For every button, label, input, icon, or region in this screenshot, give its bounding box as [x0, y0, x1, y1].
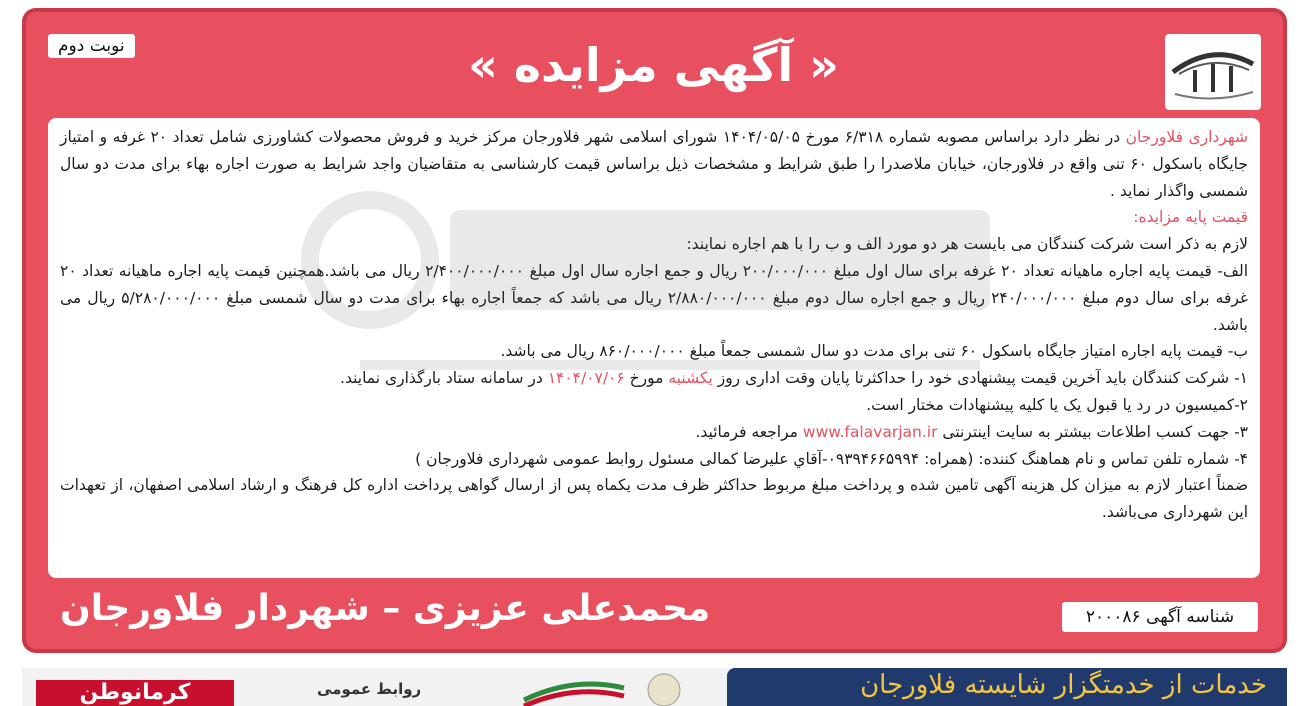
round-badge: نوبت دوم	[48, 34, 135, 58]
bottom-ad-strip	[22, 668, 1287, 706]
item-1-date: ۱۴۰۴/۰۷/۰۶	[547, 369, 625, 388]
public-relations-label: روابط عمومی	[317, 680, 422, 698]
item-1-day: یکشنبه	[668, 369, 713, 388]
note-text: لازم به ذکر است شرکت کنندگان می بایست هر دو مورد الف و ب را با هم اجاره نمایند:	[686, 235, 1248, 254]
ad-title: « آگهی مزایده »	[468, 38, 839, 92]
closing-text: ضمناً اعتبار لازم به میزان کل هزینه آگهی تامین شده و پرداخت مبلغ مربوط حداکثر ظرف مدت یکماه پس از ارسال گواهی پرداخت اداره کل فرهنگ و ارشاد اسلامی اصفهان، از تعهدات این شهرداری می‌باشد.	[60, 476, 1248, 522]
item-3	[60, 419, 1248, 446]
bridge-logo-icon	[1165, 34, 1261, 110]
item-3-after: مراجعه فرمائید.	[695, 422, 803, 441]
municipality-logo	[1165, 34, 1261, 110]
lead-highlight: شهرداری فلاورجان	[1125, 128, 1248, 146]
item-1	[60, 365, 1248, 392]
red-banner: کرمانوطن	[36, 680, 234, 706]
item-3-before: ۳- جهت کسب اطلاعات بیشتر به سایت اینترنتی	[937, 422, 1248, 441]
item-1-mid: مورخ	[624, 369, 669, 388]
blue-banner-text: خدمات از خدمتگزار شایسته فلاورجان	[860, 670, 1267, 700]
lead-paragraph	[60, 124, 1248, 204]
lead-text: در نظر دارد براساس مصوبه شماره ۶/۳۱۸ مورخ ۱۴۰۴/۰۵/۰۵ شورای اسلامی شهر فلاورجان مرکز خرید و فروش محصولات کشاورزی شامل تعداد ۲۰ غرفه و امتیاز جایگاه باسکول ۶۰ تنی واقع در فلاورجان، خیابان ملاصدرا را طبق شرایط و مشخصات ذیل براساس قیمت کارشناسی به متقاضیان واجد شرایط به صورت اجاره بهاء برای مدت دو سال شمسی واگذار نماید .	[60, 128, 1248, 200]
website-link[interactable]: www.falavarjan.ir	[802, 422, 938, 441]
flag-emblem-icon	[514, 670, 714, 706]
base-price-heading: قیمت پایه مزایده:	[1133, 208, 1248, 227]
item-alef: الف- قیمت پایه اجاره ماهیانه تعداد ۲۰ غرفه برای سال اول مبلغ ۲۰۰/۰۰۰/۰۰۰ ریال و جمع اجاره سال اول مبلغ ۲/۴۰۰/۰۰۰/۰۰۰ ریال می باشد.همچنین قیمت پایه اجاره ماهیانه تعداد ۲۰ غرفه برای سال دوم مبلغ ۲۴۰/۰۰۰/۰۰۰ ریال و جمع اجاره سال دوم مبلغ ۲/۸۸۰/۰۰۰/۰۰۰ ریال می باشد که جمعاً اجاره بهاء برای مدت دو سال شمسی مبلغ ۵/۲۸۰/۰۰۰/۰۰۰ ریال می باشد.	[60, 261, 1249, 334]
item-1-before: ۱- شرکت کنندگان باید آخرین قیمت پیشنهادی خود را حداکثرتا پایان وقت اداری روز	[712, 369, 1248, 388]
ad-id-box: شناسه آگهی ۲۰۰۰۸۶	[1062, 602, 1258, 632]
item-2: ۲-کمیسیون در رد یا قبول یک یا کلیه پیشنهادات مختار است.	[866, 395, 1248, 414]
mayor-signature: محمدعلی عزیزی – شهردار فلاورجان	[60, 588, 711, 629]
item-be: ب- قیمت پایه اجاره امتیاز جایگاه باسکول ۶۰ تنی برای مدت دو سال شمسی جمعاً مبلغ ۸۶۰/۰۰۰/۰۰۰ ریال می باشد.	[500, 342, 1248, 361]
item-4: ۴- شماره تلفن تماس و نام هماهنگ کننده: (همراه: ۰۹۳۹۴۶۶۵۹۹۴-آقاي علیرضا کمالی مسئول روابط عمومی شهرداری فلاورجان )	[415, 449, 1248, 468]
ad-body	[48, 118, 1260, 578]
blue-banner	[727, 668, 1287, 706]
item-1-after: در سامانه ستاد بارگذاری نمایند.	[340, 369, 548, 388]
